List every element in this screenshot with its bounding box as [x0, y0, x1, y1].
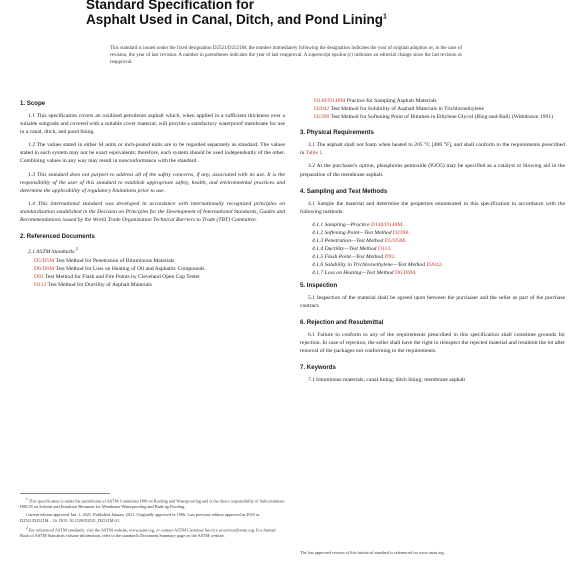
paragraph-3-1: 3.1 The asphalt shall not foam when heated to 205 °C [400 °F], and shall conform to the requirements prescribed in Table 1.	[300, 142, 565, 157]
reference-code[interactable]: D92	[34, 274, 44, 281]
method-item: 4.1.3 Penetration—Test Method D5/D5M.	[312, 238, 407, 245]
footnote-2: $^2$ For referenced ASTM standards, visit the ASTM website, www.astm.org, or contact ASTM Customer Service at service@astm.org. For Annual Book of ASTM Standards volume information, refer to the standard's Document Summary page on the ASTM website.	[20, 525, 276, 538]
method-item: 4.1.1 Sampling—Practice D140/D140M.	[312, 221, 404, 228]
reference-code[interactable]: D2398	[314, 114, 330, 121]
reference-code[interactable]: D140/D140M	[314, 98, 346, 104]
method-code[interactable]: D92	[384, 254, 395, 261]
method-item: 4.1.4 Ductility—Test Method D113.	[312, 246, 392, 253]
footnote-marker-2: 2	[76, 246, 79, 252]
paragraph-1-1: 1.1 This specification covers an oxidized petroleum asphalt which, when applied in a sufficient thickness over a suitable subgrade and covered with a suitable cover material, will provide a satisfactory waterproof membrane for use in a canal, ditch, and pond lining.	[20, 113, 285, 136]
footnote-1-edition: Current edition approved Jan. 1, 2021. Published January 2021. Originally approved in 1966. Last previous edition approved in 2016 as D2521/D2521M – 16. DOI: 10.1520/D2521_D2521M-21.	[20, 512, 260, 523]
reference-title: Test Method for Flash and Fire Points by Cleveland Open Cup Tester	[44, 274, 200, 281]
table-1-link[interactable]: Table 1	[305, 150, 323, 157]
reference-title: Test Method for Penetration of Bituminous Materials	[55, 258, 175, 265]
footnote-divider	[20, 493, 110, 494]
reference-code[interactable]: D5/D5M	[34, 258, 55, 265]
paragraph-1-3: 1.3 This standard does not purport to address all of the safety concerns, if any, associated with its use. It is the responsibility of the user of this standard to establish appropriate safety, health, and environmental practices and determine the applicability of regulatory limitations prior to use.	[20, 171, 285, 194]
method-code[interactable]: D113	[377, 246, 391, 253]
method-item: 4.1.7 Loss on Heating—Test Method D6/D6M.	[312, 270, 417, 277]
paragraph-4-1: 4.1 Sample the material and determine the properties enumerated in this specification in accordance with the following methods:	[300, 200, 565, 215]
left-column	[20, 100, 285, 289]
reference-item[interactable]	[34, 257, 285, 265]
section-heading-physical-requirements: 3. Physical Requirements	[300, 129, 374, 137]
document-title-line2	[86, 12, 526, 27]
reference-item[interactable]	[34, 281, 285, 289]
reference-code[interactable]: D113	[34, 282, 47, 289]
section-heading-sampling: 4. Sampling and Test Methods	[300, 187, 388, 195]
reference-title: Test Method for Loss on Heating of Oil and Asphaltic Compounds	[55, 266, 205, 273]
section-heading-rejection: 6. Rejection and Resubmittal	[300, 318, 384, 326]
reference-item[interactable]	[34, 273, 285, 281]
method-code[interactable]: D6/D6M	[394, 270, 416, 277]
reference-item[interactable]	[314, 105, 565, 113]
method-code[interactable]: D5/D5M	[384, 238, 405, 245]
reference-title: Practice for Sampling Asphalt Materials	[346, 98, 437, 104]
paragraph-1-4: 1.4 This international standard was developed in accordance with internationally recognized principles on standardization established in the Decision on Principles for the Development of International Standards, Guides and Recommendations issued by the World Trade Organization Technical Barriers to Trade (TBT) Committee.	[20, 200, 285, 224]
reference-title: Test Method for Ductility of Asphalt Materials	[47, 282, 152, 289]
method-item: 4.1.2 Softening Point—Test Method D2398.	[312, 229, 410, 236]
method-item: 4.1.5 Flash Point—Test Method D92.	[312, 254, 396, 261]
section-heading-keywords: 7. Keywords	[300, 363, 336, 371]
section-heading-scope: 1. Scope	[20, 100, 46, 107]
footnote-1: $^1$ This specification is under the jurisdiction of ASTM Committee D08 on Roofing and Waterproofing and is the direct responsibility of Subcommittee D08.05 on Solvent and Emulsion Bitumens for Membrane Waterproofing and Built-up Roofing.	[20, 497, 285, 510]
paragraph-6-1: 6.1 Failure to conform to any of the requirements prescribed in this specification shall constitute grounds for rejection. In case of rejection, the seller shall have the right to reinspect the rejected material and resubmit the lot after removal of the packages not conforming to the requirements.	[300, 331, 565, 354]
document-title-text: Asphalt Used in Canal, Ditch, and Pond Lining	[86, 12, 384, 27]
paragraph-1-2: 1.2 The values stated in either SI units or inch-pound units are to be regarded separately as standard. The values stated in each system may not be exact equivalents; therefore, each system should be used independently of the other. Combining values in any way may result in nonconformance with the standard.	[20, 142, 285, 165]
reference-code[interactable]: D6/D6M	[34, 266, 55, 273]
title-footnote-marker: 1	[383, 13, 387, 21]
method-code[interactable]: D140/D140M	[371, 221, 403, 228]
designation-preamble: This standard is issued under the fixed designation D2521/D2521M; the number immediately following the designation indicates the year of original adoption or, in the case of revision, the year of last revision. A number in parentheses indicates the year of last reapproval. A superscript epsilon (ε) indicates an editorial change since the last revision or reapproval.	[110, 46, 462, 65]
paragraph-3-2: 3.2 At the purchaser's option, phosphorus pentoxide (P2O5) may be specified as a catalyst or blowing aid in the preparation of the membrane asphalt.	[300, 163, 565, 178]
historical-note: The last approved version of this historical standard is referenced on www.astm.org.	[300, 550, 445, 555]
reference-title: Test Method for Softening Point of Bitumen in Ethylene Glycol (Ring-and-Ball)	[330, 114, 511, 121]
method-code[interactable]: D2042	[426, 262, 442, 269]
astm-standards-intro	[20, 245, 285, 256]
reference-item[interactable]	[314, 97, 565, 105]
reference-title: Test Method for Solubility of Asphalt Materials in Trichloroethylene	[330, 106, 484, 113]
paragraph-5-1: 5.1 Inspection of the material shall be agreed upon between the purchaser and the seller as part of the purchase contract.	[300, 294, 565, 309]
paragraph-7-1: 7.1 bituminous materials; canal lining; ditch lining; membrane asphalt	[308, 376, 466, 383]
method-code[interactable]: D2398	[392, 229, 409, 236]
right-column	[300, 97, 565, 389]
reference-code[interactable]: D2042	[314, 106, 330, 113]
footnotes	[20, 485, 285, 541]
astm-standards-label: 2.1 ASTM Standards:	[28, 248, 77, 255]
withdrawn-note: (Withdrawn 1991)	[511, 114, 554, 121]
reference-item[interactable]	[314, 113, 565, 121]
document-title-line1: Standard Specification for	[86, 0, 255, 12]
section-heading-inspection: 5. Inspection	[300, 281, 338, 289]
reference-item[interactable]	[34, 265, 285, 273]
method-item: 4.1.6 Solubility in Trichloroethylene—Test Method D2042.	[312, 262, 444, 269]
section-heading-referenced-documents: 2. Referenced Documents	[20, 233, 95, 241]
